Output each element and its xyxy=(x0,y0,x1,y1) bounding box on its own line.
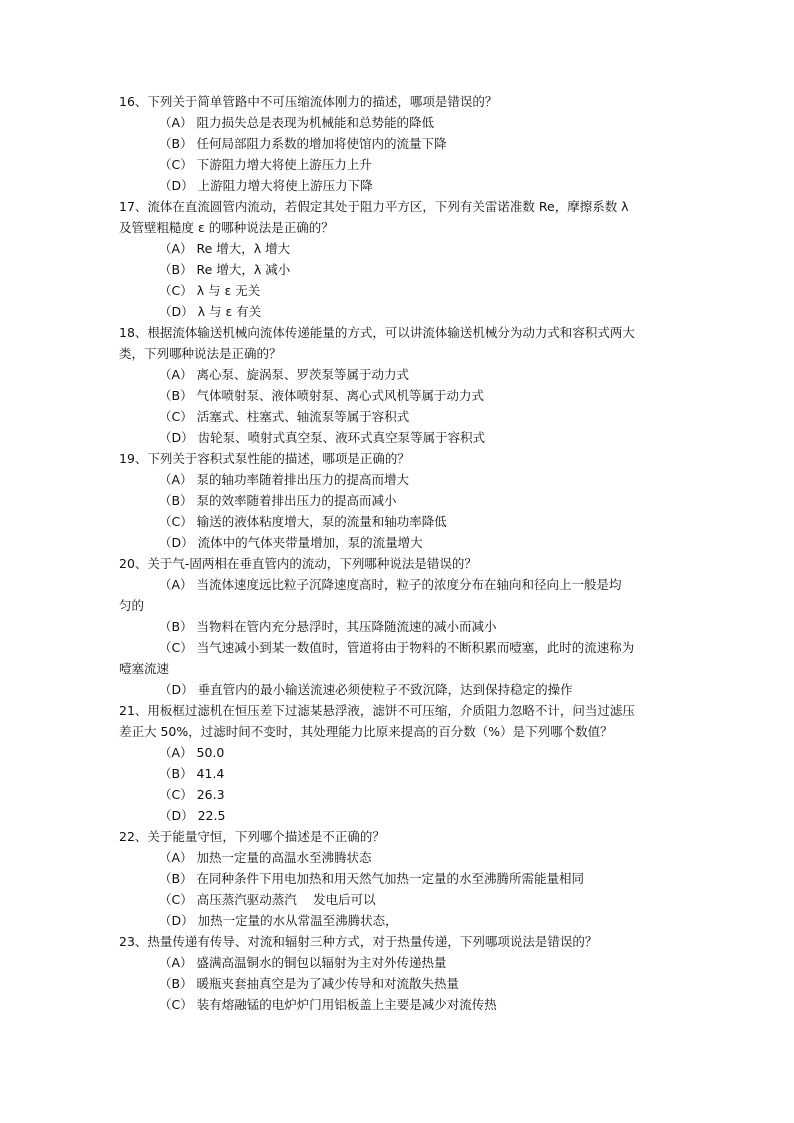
question-block xyxy=(119,931,699,1015)
option-line: 匀的 xyxy=(119,598,145,613)
option-line: （B） 在同种条件下用电加热和用天然气加热一定量的水至沸腾所需能量相同 xyxy=(159,871,585,886)
option-line: （B） Re 增大，λ 减小 xyxy=(159,262,291,277)
question-block xyxy=(119,553,699,700)
option-line: （A） Re 增大，λ 增大 xyxy=(159,241,291,256)
question-stem-line: 类，下列哪种说法是正确的？ xyxy=(119,346,282,361)
question-stem-line: 21、用板框过滤机在恒压差下过滤某悬浮液，滤饼不可压缩，介质阻力忽略不计，问当过滤压 xyxy=(119,703,635,718)
option-line: （C） 当气速减小到某一数值时，管道将由于物料的不断积累而噎塞，此时的流速称为 xyxy=(159,640,635,655)
option-line: 噎塞流速 xyxy=(119,661,170,676)
option-line: （C） 活塞式、柱塞式、轴流泵等属于容积式 xyxy=(159,409,410,424)
option-line: （C） 输送的液体粘度增大，泵的流量和轴功率降低 xyxy=(159,514,447,529)
option-line: （D） 22.5 xyxy=(159,808,226,823)
option-line: （C） 26.3 xyxy=(159,787,225,802)
question-stem-line: 18、根据流体输送机械向流体传递能量的方式，可以讲流体输送机械分为动力式和容积式两大 xyxy=(119,325,635,340)
question-block xyxy=(119,322,699,448)
option-line: （D） 流体中的气体夹带量增加，泵的流量增大 xyxy=(159,535,423,550)
option-line: （C） 高压蒸汽驱动蒸汽 发电后可以 xyxy=(159,892,376,907)
option-line: （A） 离心泵、旋涡泵、罗茨泵等属于动力式 xyxy=(159,367,410,382)
question-block xyxy=(119,196,699,322)
option-line: （B） 暖瓶夹套抽真空是为了减少传导和对流散失热量 xyxy=(159,976,460,991)
option-line: （B） 41.4 xyxy=(159,766,225,781)
question-block xyxy=(119,91,699,196)
question-stem-line: 差正大 50%，过滤时间不变时，其处理能力比原来提高的百分数（%）是下列哪个数值？ xyxy=(119,724,613,739)
option-line: （D） 上游阻力增大将使上游压力下降 xyxy=(159,178,373,193)
question-stem-line: 20、关于气-固两相在垂直管内的流动，下列哪种说法是错误的？ xyxy=(119,556,477,571)
question-stem-line: 19、下列关于容积式泵性能的描述，哪项是正确的？ xyxy=(119,451,410,466)
option-line: （D） 垂直管内的最小输送流速必须使粒子不致沉降，达到保持稳定的操作 xyxy=(159,682,573,697)
option-line: （D） 加热一定量的水从常温至沸腾状态， xyxy=(159,913,398,928)
option-line: （B） 任何局部阻力系数的增加将使馆内的流量下降 xyxy=(159,136,447,151)
question-stem-line: 23、热量传递有传导、对流和辐射三种方式，对于热量传递，下列哪项说法是错误的？ xyxy=(119,934,598,949)
question-block xyxy=(119,448,699,553)
option-line: （B） 泵的效率随着排出压力的提高而减小 xyxy=(159,493,397,508)
option-line: （A） 50.0 xyxy=(159,745,225,760)
option-line: （D） λ 与 ε 有关 xyxy=(159,304,262,319)
document-page xyxy=(119,91,699,1015)
question-stem-line: 17、流体在直流圆管内流动，若假定其处于阻力平方区，下列有关雷诺准数 Re，摩擦系数 λ xyxy=(119,199,629,214)
option-line: （B） 气体喷射泵、液体喷射泵、离心式风机等属于动力式 xyxy=(159,388,485,403)
option-line: （C） λ 与 ε 无关 xyxy=(159,283,261,298)
option-line: （B） 当物料在管内充分悬浮时，其压降随流速的减小而减小 xyxy=(159,619,497,634)
option-line: （A） 阻力损失总是表现为机械能和总势能的降低 xyxy=(159,115,435,130)
question-stem-line: 22、关于能量守恒，下列哪个描述是不正确的？ xyxy=(119,829,385,844)
question-stem-line: 及管壁粗糙度 ε 的哪种说法是正确的？ xyxy=(119,220,334,235)
question-stem-line: 16、下列关于简单管路中不可压缩流体刚力的描述，哪项是错误的？ xyxy=(119,94,498,109)
question-block xyxy=(119,826,699,931)
option-line: （A） 当流体速度远比粒子沉降速度高时，粒子的浓度分布在轴向和径向上一般是均 xyxy=(159,577,622,592)
option-line: （C） 装有熔融锰的电炉炉门用铝板盖上主要是减少对流传热 xyxy=(159,997,497,1012)
question-block xyxy=(119,700,699,826)
option-line: （A） 泵的轴功率随着排出压力的提高而增大 xyxy=(159,472,410,487)
option-line: （A） 加热一定量的高温水至沸腾状态 xyxy=(159,850,372,865)
option-line: （D） 齿轮泵、喷射式真空泵、液环式真空泵等属于容积式 xyxy=(159,430,486,445)
option-line: （A） 盛满高温铜水的铜包以辐射为主对外传递热量 xyxy=(159,955,447,970)
option-line: （C） 下游阻力增大将使上游压力上升 xyxy=(159,157,372,172)
